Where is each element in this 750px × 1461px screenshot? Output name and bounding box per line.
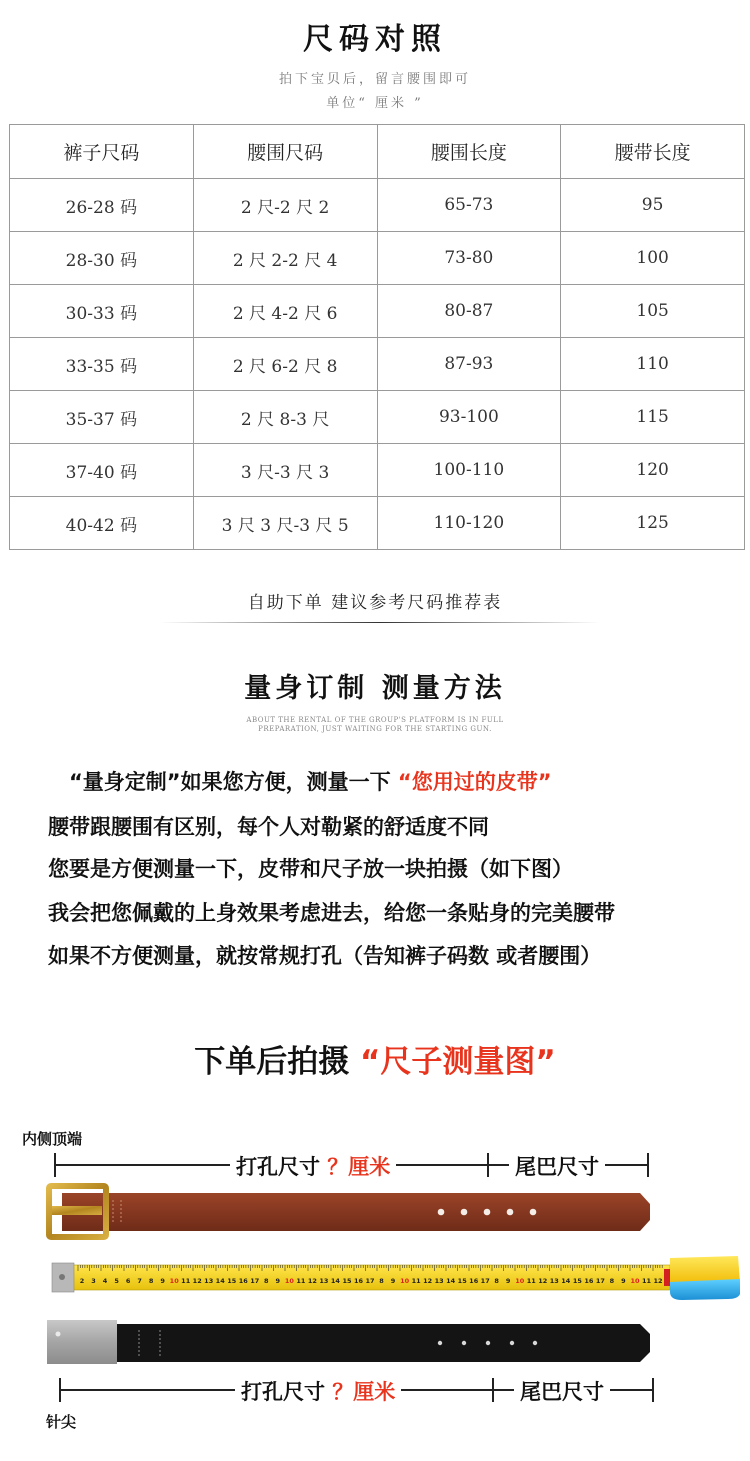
- page-title: 尺码对照: [303, 22, 447, 57]
- tail-size-label-bottom: 尾巴尺寸: [514, 1376, 610, 1406]
- ruler-number: 10: [630, 1277, 640, 1285]
- ruler-number: 14: [330, 1277, 340, 1285]
- inner-top-label: 内侧顶端: [22, 1130, 83, 1148]
- ruler-number: 8: [609, 1277, 615, 1285]
- ruler-number: 12: [307, 1277, 317, 1285]
- instruction-highlight: “您用过的皮带”: [397, 770, 552, 794]
- ruler-number: 11: [181, 1277, 191, 1285]
- table-cell: 35-37 码: [10, 391, 194, 444]
- instruction-line-5: 如果不方便测量，就按常规打孔（告知裤子码数 或者腰围）: [48, 944, 602, 968]
- ruler-number: 16: [353, 1277, 364, 1285]
- ruler-number: 10: [284, 1277, 294, 1285]
- table-cell: 125: [561, 497, 745, 550]
- ruler-number: 17: [595, 1277, 605, 1285]
- column-header: 裤子尺码: [10, 125, 194, 179]
- ruler-number: 12: [653, 1277, 663, 1285]
- ruler-number: 9: [621, 1277, 626, 1285]
- table-cell: 73-80: [377, 232, 561, 285]
- ruler-number: 14: [446, 1277, 456, 1285]
- method-english-caption: ABOUT THE RENTAL OF THE GROUP'S PLATFORM IS IN FULL: [246, 716, 504, 724]
- table-cell: 2 尺 2-2 尺 4: [193, 232, 377, 285]
- diagram-title-text: 下单后拍摄: [194, 1044, 361, 1080]
- hole-size-text: 打孔尺寸: [241, 1380, 325, 1404]
- table-cell: 40-42 码: [10, 497, 194, 550]
- table-cell: 28-30 码: [10, 232, 194, 285]
- ruler-number: 13: [434, 1277, 444, 1285]
- ruler-number: 7: [137, 1277, 142, 1285]
- ruler-number: 16: [238, 1277, 248, 1285]
- table-cell: 2 尺 8-3 尺: [193, 391, 377, 444]
- ruler-number: 15: [342, 1277, 352, 1285]
- instruction-line-1: [48, 766, 552, 796]
- table-cell: 120: [561, 444, 745, 497]
- ruler-number: 17: [480, 1277, 490, 1285]
- ruler-number: 8: [264, 1277, 269, 1285]
- black-belt-illustration: [0, 1312, 750, 1372]
- table-cell: 3 尺-3 尺 3: [193, 444, 377, 497]
- table-cell: 2 尺 6-2 尺 8: [193, 338, 377, 391]
- ruler-number: 15: [227, 1277, 237, 1285]
- size-chart-table: [9, 124, 745, 550]
- ruler-number: 11: [411, 1277, 421, 1285]
- table-row: [10, 285, 745, 338]
- tail-size-label: 尾巴尺寸: [509, 1151, 605, 1181]
- table-cell: 105: [561, 285, 745, 338]
- hole-size-label: [230, 1151, 396, 1181]
- ruler-number: 12: [192, 1277, 202, 1285]
- unit-unknown-label: ？厘米: [332, 1380, 396, 1404]
- column-header: 腰围尺码: [193, 125, 377, 179]
- ruler-number: 14: [561, 1277, 571, 1285]
- tape-measure: [0, 1252, 750, 1308]
- ruler-number: 17: [250, 1277, 260, 1285]
- table-cell: 2 尺-2 尺 2: [193, 179, 377, 232]
- ruler-number: 4: [102, 1277, 108, 1285]
- ruler-number: 11: [296, 1277, 306, 1285]
- brown-belt-illustration: [0, 1180, 750, 1242]
- ruler-number: 10: [515, 1277, 525, 1285]
- instruction-line-2: 腰带跟腰围有区别，每个人对勒紧的舒适度不同: [48, 815, 489, 839]
- table-cell: 65-73: [377, 179, 561, 232]
- ruler-number: 8: [494, 1277, 499, 1285]
- diagram-title-highlight: “尺子测量图”: [360, 1044, 556, 1080]
- method-title: 量身订制 测量方法: [244, 673, 506, 704]
- ruler-number: 12: [423, 1277, 433, 1285]
- ruler-number: 13: [319, 1277, 329, 1285]
- ruler-number: 17: [365, 1277, 375, 1285]
- ruler-number: 14: [215, 1277, 225, 1285]
- hole-size-label-bottom: [235, 1376, 401, 1406]
- ruler-number: 10: [400, 1277, 410, 1285]
- table-cell: 30-33 码: [10, 285, 194, 338]
- table-cell: 110: [561, 338, 745, 391]
- table-row: [10, 444, 745, 497]
- table-cell: 87-93: [377, 338, 561, 391]
- table-cell: 110-120: [377, 497, 561, 550]
- table-cell: 93-100: [377, 391, 561, 444]
- table-row: [10, 497, 745, 550]
- table-cell: 3 尺 3 尺-3 尺 5: [193, 497, 377, 550]
- ruler-number: 9: [505, 1277, 511, 1285]
- table-cell: 37-40 码: [10, 444, 194, 497]
- ruler-number: 11: [641, 1277, 652, 1285]
- ruler-number: 15: [572, 1277, 582, 1285]
- table-row: [10, 391, 745, 444]
- ruler-number: 16: [584, 1277, 594, 1285]
- instruction-line-4: 我会把您佩戴的上身效果考虑进去，给您一条贴身的完美腰带: [48, 901, 615, 925]
- table-cell: 100-110: [377, 444, 561, 497]
- hole-size-text: 打孔尺寸: [236, 1155, 320, 1179]
- subtitle-instruction: 拍下宝贝后，留言腰围即可: [278, 72, 471, 87]
- table-cell: 80-87: [377, 285, 561, 338]
- table-cell: 26-28 码: [10, 179, 194, 232]
- instruction-text: “量身定制”如果您方便，测量一下: [48, 770, 398, 794]
- ruler-number: 10: [169, 1277, 179, 1285]
- pin-tip-label: 针尖: [46, 1413, 77, 1431]
- ruler-number: 6: [125, 1277, 131, 1285]
- table-cell: 115: [561, 391, 745, 444]
- column-header: 腰围长度: [377, 125, 561, 179]
- table-header-row: [10, 125, 745, 179]
- ruler-number: 13: [204, 1277, 214, 1285]
- method-english-caption: PREPARATION, JUST WAITING FOR THE STARTING GUN.: [258, 725, 492, 733]
- table-row: [10, 232, 745, 285]
- ruler-number: 11: [526, 1277, 536, 1285]
- table-cell: 2 尺 4-2 尺 6: [193, 285, 377, 338]
- table-row: [10, 338, 745, 391]
- instruction-line-3: 您要是方便测量一下，皮带和尺子放一块拍摄（如下图）: [48, 857, 573, 881]
- subtitle-unit: 单位“ 厘米 ”: [326, 96, 424, 111]
- diagram-title: [0, 1036, 750, 1081]
- unit-unknown-label: ？厘米: [327, 1155, 391, 1179]
- recommend-caption: 自助下单 建议参考尺码推荐表: [247, 593, 503, 613]
- ruler-number: 8: [148, 1277, 154, 1285]
- ruler-number: 15: [457, 1277, 467, 1285]
- ruler-number: 16: [469, 1277, 479, 1285]
- ruler-number: 12: [538, 1277, 548, 1285]
- ruler-number: 5: [114, 1277, 119, 1285]
- table-cell: 95: [561, 179, 745, 232]
- ruler-number: 2: [79, 1277, 85, 1285]
- ruler-number: 3: [91, 1277, 96, 1285]
- ruler-number: 13: [549, 1277, 559, 1285]
- ruler-number: 9: [160, 1277, 165, 1285]
- table-row: [10, 179, 745, 232]
- ruler-number: 9: [390, 1277, 396, 1285]
- ruler-number: 9: [275, 1277, 281, 1285]
- table-cell: 33-35 码: [10, 338, 194, 391]
- divider: [160, 622, 600, 623]
- column-header: 腰带长度: [561, 125, 745, 179]
- table-cell: 100: [561, 232, 745, 285]
- ruler-number: 8: [379, 1277, 384, 1285]
